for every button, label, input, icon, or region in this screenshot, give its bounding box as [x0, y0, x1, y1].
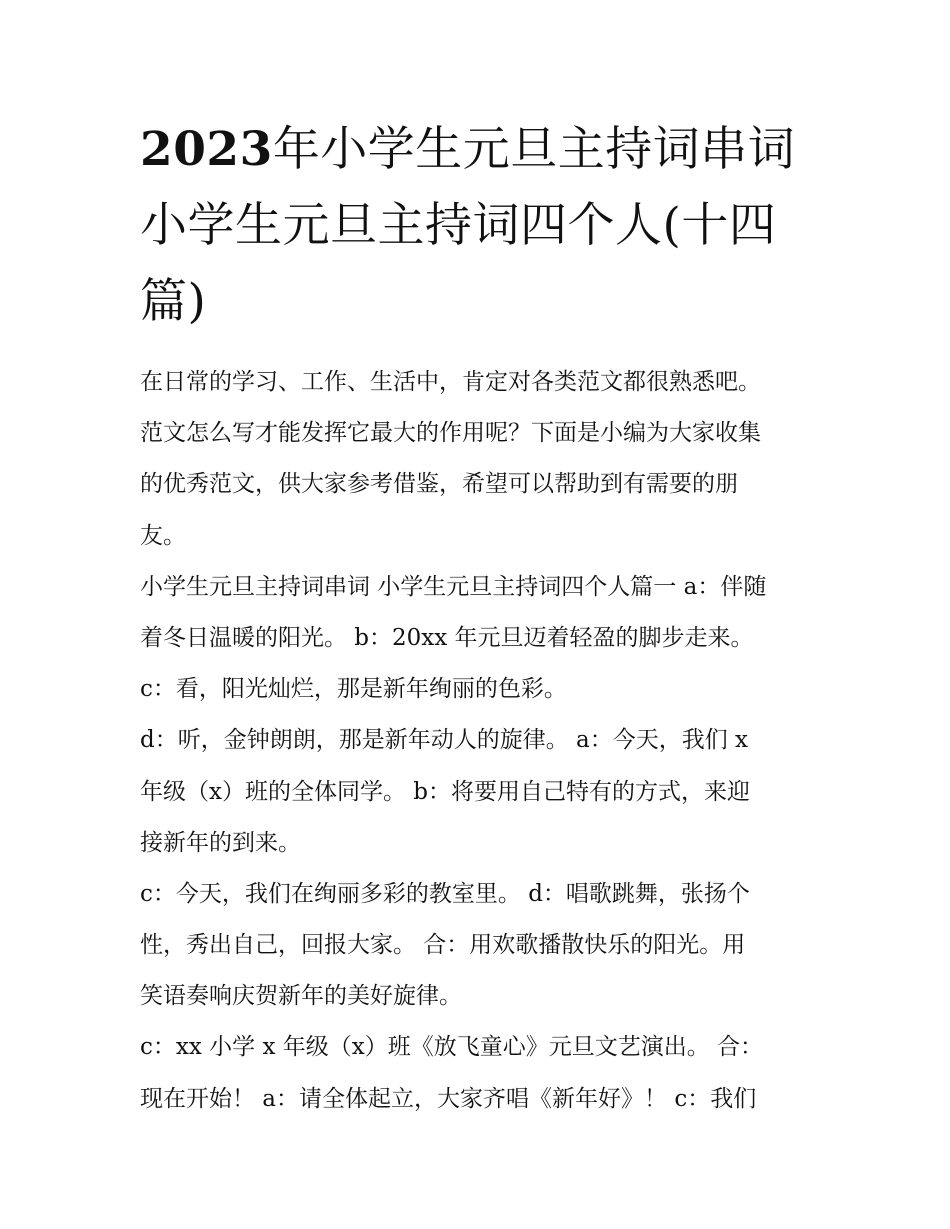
- title-year: 2023: [140, 122, 273, 177]
- body-line: 在日常的学习、工作、生活中，肯定对各类范文都很熟悉吧。: [140, 369, 761, 395]
- body-line: 小学生元旦主持词串词 小学生元旦主持词四个人篇一 a：伴随: [140, 573, 767, 600]
- title-line-1: [140, 112, 820, 188]
- document-body: [140, 357, 830, 1125]
- body-line: 友。: [140, 522, 186, 549]
- body-line: 接新年的到来。: [140, 829, 301, 856]
- title-line-1-text: 年小学生元旦主持词串词: [272, 122, 796, 177]
- body-line: c：看，阳光灿烂，那是新年绚丽的色彩。: [140, 676, 567, 703]
- body-line: 着冬日温暖的阳光。 b：20xx 年元旦迈着轻盈的脚步走来。: [140, 624, 754, 651]
- body-line: 现在开始！ a：请全体起立，大家齐唱《新年好》！ c：我们: [140, 1085, 757, 1112]
- title-line-2: [140, 188, 820, 264]
- body-line: 性，秀出自己，回报大家。 合：用欢歌播散快乐的阳光。用: [140, 932, 746, 959]
- document-title: [140, 112, 820, 340]
- body-line: d：听，金钟朗朗，那是新年动人的旋律。 a：今天，我们 x: [140, 727, 749, 754]
- title-line-3: [140, 264, 820, 340]
- body-line: 年级（x）班的全体同学。 b：将要用自己特有的方式，来迎: [140, 778, 751, 805]
- body-line: 范文怎么写才能发挥它最大的作用呢？下面是小编为大家收集: [140, 420, 761, 447]
- title-line-3-text: 篇): [140, 274, 207, 329]
- body-line: 笑语奏响庆贺新年的美好旋律。: [140, 983, 462, 1010]
- body-line: c：xx 小学 x 年级（x）班《放飞童心》元旦文艺演出。 合：: [140, 1034, 764, 1061]
- body-line: c：今天，我们在绚丽多彩的教室里。 d：唱歌跳舞，张扬个: [140, 880, 750, 907]
- body-line: 的优秀范文，供大家参考借鉴，希望可以帮助到有需要的朋: [140, 471, 738, 498]
- title-line-2-text: 小学生元旦主持词四个人(十四: [140, 198, 777, 253]
